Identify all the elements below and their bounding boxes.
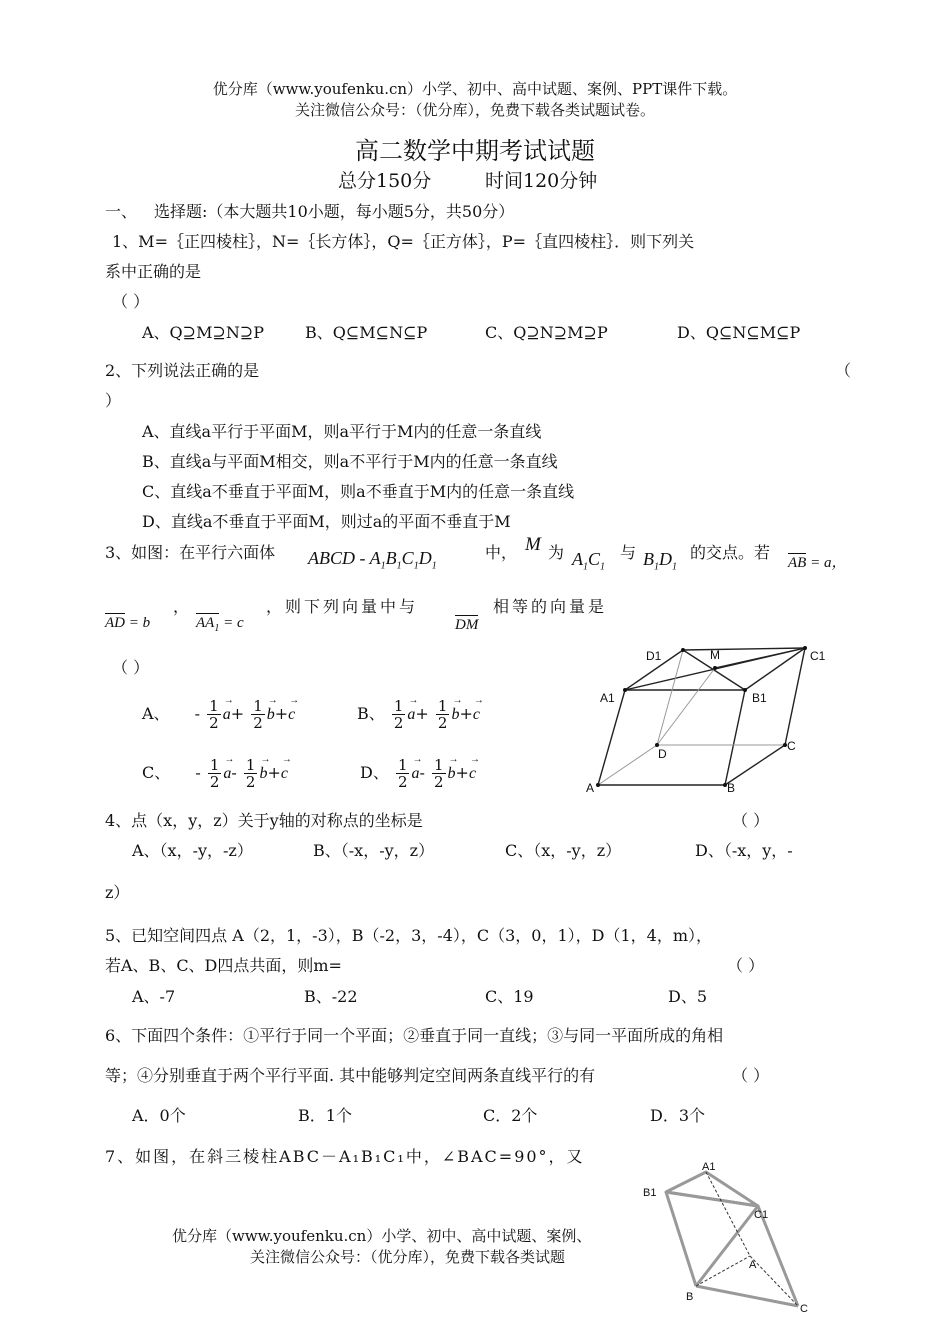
q5-stem-b: 若A、B、C、D四点共面，则m= [105,956,342,975]
q7-stem: 7、如图，在斜三棱柱ABC－A₁B₁C₁中，∠BAC=90°，又 [105,1147,585,1166]
fig2-label-b1: B1 [643,1187,657,1199]
q6-stem-b: 等；④分别垂直于两个平行平面. 其中能够判定空间两条直线平行的有 [105,1066,596,1085]
header-line-1: 优分库（www.youfenku.cn）小学、初中、高中试题、案例、PPT课件下载。 [212,80,738,98]
fig1-label-d1: D1 [646,649,662,663]
q3-text-jiaodian: 的交点。若 [690,543,771,562]
q6-option-c: C．2个 [483,1106,538,1125]
q3-text-yu: 与 [620,543,637,562]
q2-option-b: B、直线a与平面M相交，则a不平行于M内的任意一条直线 [142,452,558,471]
fig2-label-b: B [686,1291,694,1303]
q1-option-c: C、Q⊇N⊇M⊇P [485,323,608,342]
q1-bracket: （ ） [112,292,150,311]
q4-stem: 4、点（x，y，z）关于y轴的对称点的坐标是 [105,811,423,830]
fig2-label-a1: A1 [702,1161,716,1173]
q3-bracket: （ ） [112,658,150,677]
fig1-label-m: M [710,648,720,662]
q5-stem-a: 5、已知空间四点 A（2，1，-3），B（-2，3，-4），C（3，0，1），D（1，4，m）， [105,926,713,945]
q3-segment-a1c1: $A_1C_1$ [572,549,606,573]
page-title: 高二数学中期考试试题 [355,137,595,165]
q4-bracket: （ ） [732,811,770,830]
fig1-label-c1: C1 [810,649,826,663]
q3-text-2: ，则下列向量中与 [266,597,419,616]
fig1-label-c: C [787,739,796,753]
header-line-2: 关注微信公众号：（优分库），免费下载各类试题试卷。 [294,101,655,119]
q4-option-a: A、（x，-y，-z） [132,841,253,860]
fig1-label-b: B [727,781,736,795]
q5-option-a: A、-7 [132,987,176,1006]
q6-option-a: A．0个 [132,1106,186,1125]
fig1-label-a: A [586,781,595,795]
q3-option-b: B、 $\frac{1}{2}$ → a+ $\frac{1}{2}$ → b+→ c [357,698,480,731]
q6-bracket: （ ） [732,1066,770,1085]
q3-comma: ， [173,597,190,616]
q4-option-d-tail: z） [105,883,130,902]
q2-option-a: A、直线a平行于平面M，则a平行于M内的任意一条直线 [142,422,542,441]
fig2-label-a: A [749,1259,757,1271]
q6-stem-a: 6、下面四个条件：①平行于同一个平面；②垂直于同一直线；③与同一平面所成的角相 [105,1026,724,1045]
q3-vector-ad: AD = b [105,615,151,631]
fig2-label-c1: C1 [754,1209,769,1221]
footer-line-1: 优分库（www.youfenku.cn）小学、初中、高中试题、案例、 [172,1227,592,1245]
q2-option-d: D、直线a不垂直于平面M，则过a的平面不垂直于M [142,512,511,531]
footer-line-2: 关注微信公众号：（优分库），免费下载各类试题 [250,1248,566,1266]
section-number: 一、 [105,202,138,221]
fig2-label-c: C [800,1303,808,1315]
prism-figure [638,1160,818,1320]
q2-bracket-right: ） [105,391,122,410]
q3-text-zhong: 中， [485,543,518,562]
q3-option-c: C、 - $\frac{1}{2}$ → a- $\frac{1}{2}$ → b+→ c [142,757,288,790]
q3-vector-aa1: $AA_1 = c$ [196,615,244,634]
q5-option-d: D、5 [668,987,708,1006]
fig1-label-d: D [658,747,667,761]
section-heading: 选择题:（本大题共10小题，每小题5分，共50分） [154,202,515,221]
fig1-label-a1: A1 [600,691,615,705]
q1-option-a: A、Q⊇M⊇N⊇P [142,323,265,342]
q2-bracket-left: （ [835,361,852,380]
q5-option-c: C、19 [485,987,534,1006]
q3-text-wei: 为 [548,543,565,562]
q3-option-a: A、 - $\frac{1}{2}$ → a+ $\frac{1}{2}$ → b+→ c [142,698,295,731]
q1-stem-b: 系中正确的是 [105,262,202,281]
q3-text-2b: 相等的向量是 [493,597,608,616]
q3-segment-b1d1: $B_1D_1$ [643,549,677,573]
q3-text-1: 3、如图：在平行六面体 [105,543,276,562]
q3-point-m: M [525,534,541,555]
q4-option-b: B、（-x，-y，z） [313,841,435,860]
time-limit: 时间120分钟 [485,170,598,192]
q6-option-b: B．1个 [298,1106,352,1125]
q6-option-d: D．3个 [650,1106,706,1125]
q5-bracket: （ ） [727,956,765,975]
q4-option-d: D、（-x，y，- [695,841,793,860]
q3-option-d: D、 $\frac{1}{2}$ → a- $\frac{1}{2}$ → b+→ c [360,757,476,790]
q1-stem-a: 1、M=｛正四棱柱｝，N=｛长方体｝，Q=｛正方体｝，P=｛直四棱柱｝．则下列关 [112,232,695,251]
q1-option-d: D、Q⊆N⊆M⊆P [677,323,801,342]
q1-option-b: B、Q⊆M⊆N⊆P [305,323,428,342]
q2-stem: 2、下列说法正确的是 [105,361,260,380]
total-score: 总分150分 [338,170,432,192]
parallelepiped-figure [580,640,840,800]
q3-solid-name: ABCD - $A_1B_1C_1D_1$ [308,548,437,572]
q3-vector-ab: AB = a， [788,555,847,571]
q5-option-b: B、-22 [304,987,358,1006]
fig1-label-b1: B1 [752,691,767,705]
q2-option-c: C、直线a不垂直于平面M，则a不垂直于M内的任意一条直线 [142,482,575,501]
q3-vector-dm: DM [455,617,479,633]
q4-option-c: C、（x，-y，z） [505,841,622,860]
